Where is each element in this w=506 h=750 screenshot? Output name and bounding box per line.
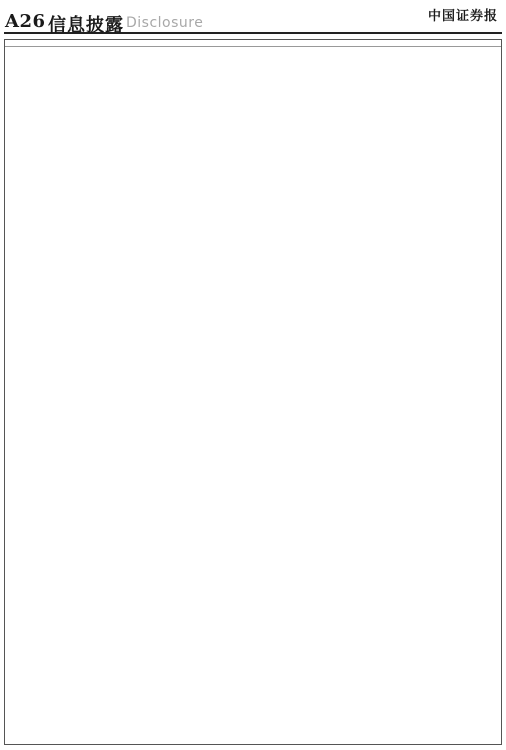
page-header <box>4 10 502 34</box>
table-caption <box>5 40 501 47</box>
section-title-en: Disclosure <box>126 15 204 31</box>
newspaper-masthead: 中国证券报 <box>427 9 498 24</box>
disclosure-table-frame <box>4 39 502 745</box>
section-number: A26 <box>5 11 46 32</box>
section-title-cn: 信息披露 <box>48 15 124 36</box>
